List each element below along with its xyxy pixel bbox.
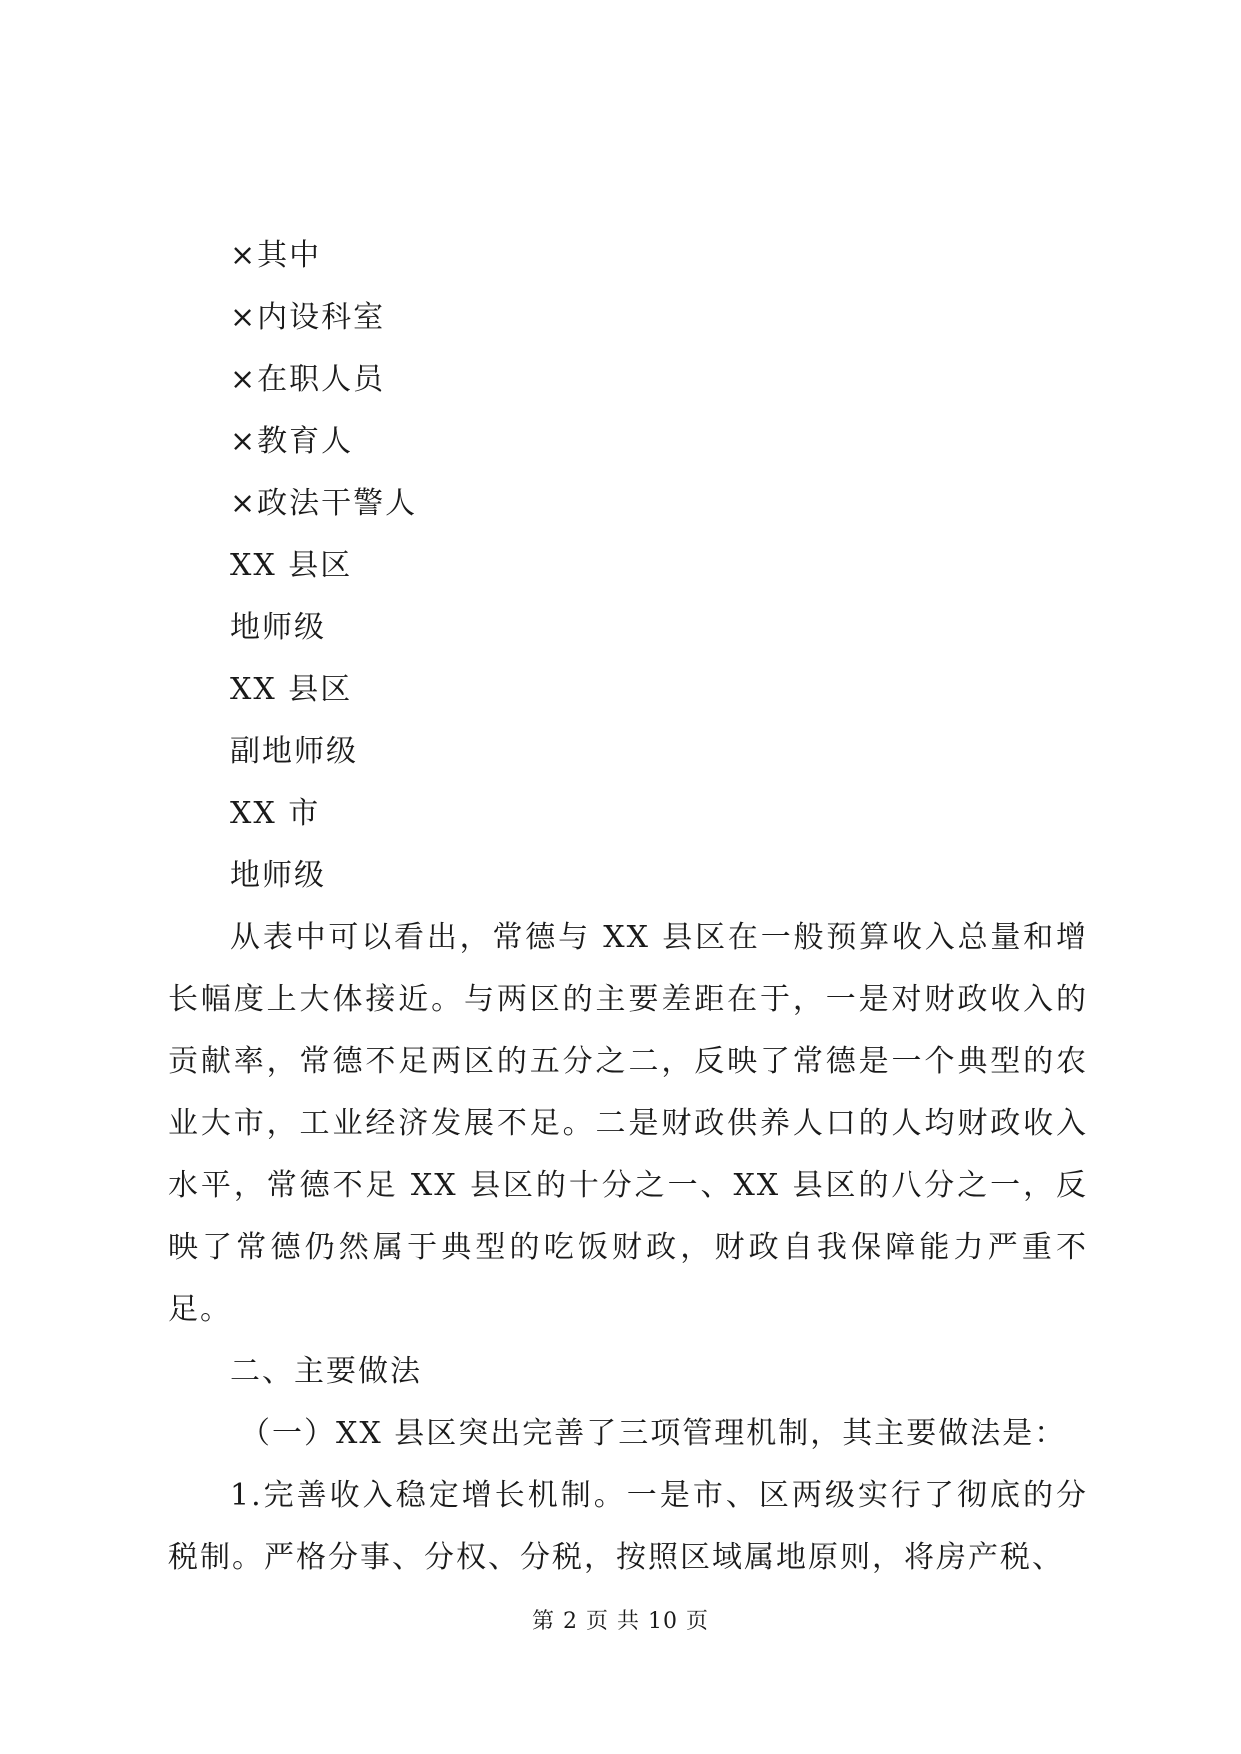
list-item: 副地师级 xyxy=(230,734,358,769)
analysis-paragraph: 从表中可以看出，常德与 XX 县区在一般预算收入总量和增长幅度上大体接近。与两区的主要差距在于，一是对财政收入的贡献率，常德不足两区的五分之二，反映了常德是一个典型的农业大市，工业经济发展不足。二是财政供养人口的人均财政收入水平，常德不足 XX 县区的十分之一、XX 县区的八分之一，反映了常德仍然属于典型的吃饭财政，财政自我保障能力严重不足。 xyxy=(168,920,1088,1327)
list-item: ×在职人员 xyxy=(230,362,386,397)
list-item: ×内设科室 xyxy=(230,300,386,335)
page-content xyxy=(168,225,1088,1589)
list-item: ×政法干警人 xyxy=(230,486,418,521)
list-item: 地师级 xyxy=(230,858,326,893)
item-paragraph: 1.完善收入稳定增长机制。一是市、区两级实行了彻底的分税制。严格分事、分权、分税，按照区域属地原则，将房产税、 xyxy=(168,1478,1088,1575)
page-footer: 第 2 页 共 10 页 xyxy=(532,1609,709,1634)
list-item: ×其中 xyxy=(230,238,322,273)
list-item: 地师级 xyxy=(230,610,326,645)
list-item: XX 县区 xyxy=(230,548,353,583)
list-item: XX 市 xyxy=(230,796,321,831)
list-item: XX 县区 xyxy=(230,672,353,707)
section-heading: 二、主要做法 xyxy=(230,1354,422,1389)
list-item: ×教育人 xyxy=(230,424,354,459)
subsection-heading: （一）XX 县区突出完善了三项管理机制，其主要做法是： xyxy=(240,1416,1067,1451)
